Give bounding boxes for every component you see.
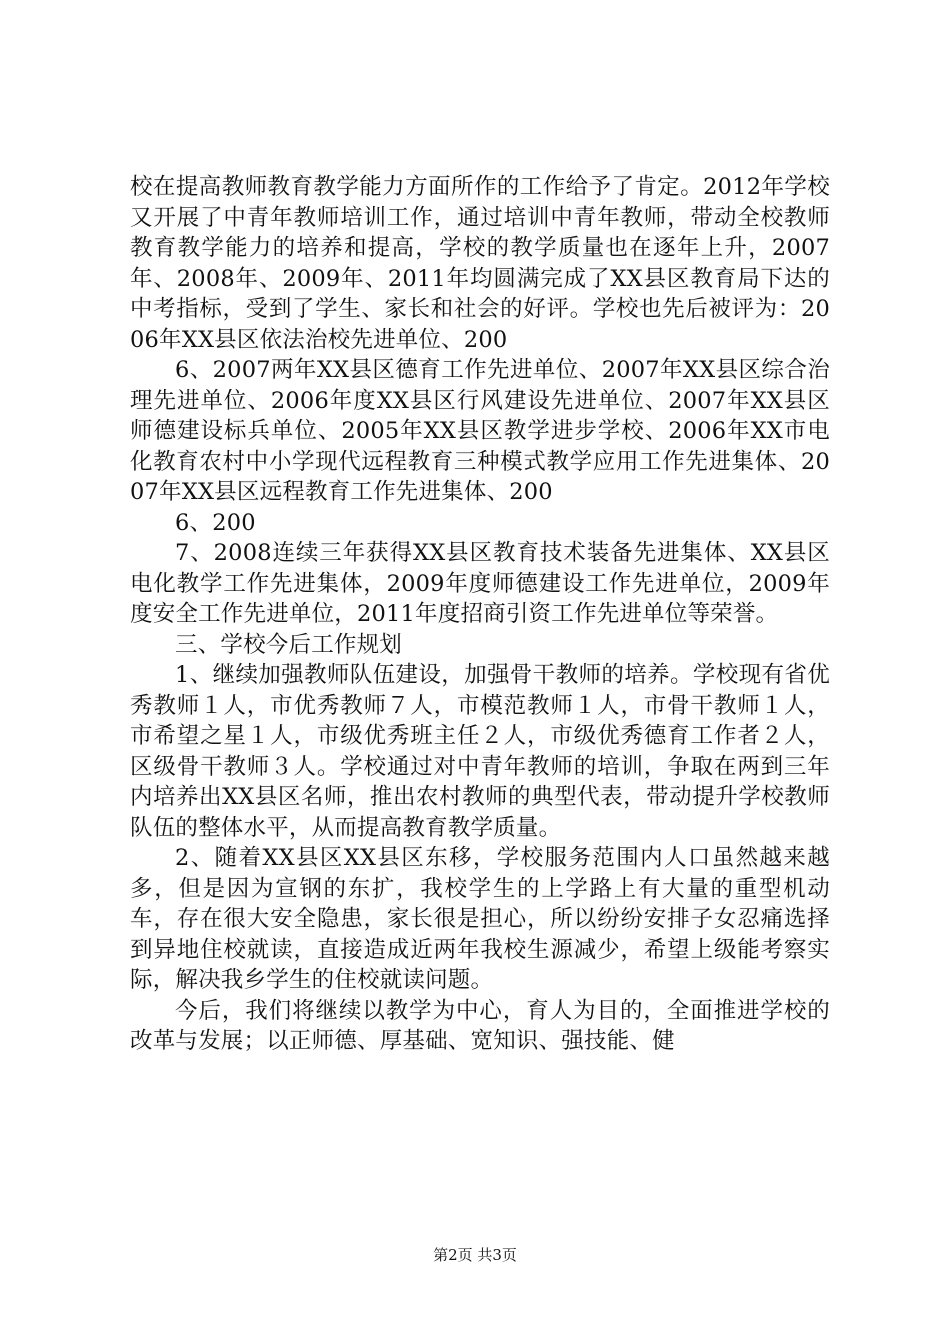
page-number-label: 第2页 共3页 <box>433 1246 517 1264</box>
paragraph-awards-continued: 7、2008连续三年获得XX县区教育技术装备先进集体、XX县区电化教学工作先进集体，2009年度师德建设工作先进单位，2009年度安全工作先进单位，2011年度招商引资工作先进单位等荣誉。 <box>130 540 830 627</box>
paragraph-plan-item-2: 2、随着XX县区XX县区东移，学校服务范围内人口虽然越来越多，但是因为宣钢的东扩，我校学生的上学路上有大量的重型机动车，存在很大安全隐患，家长很是担心，所以纷纷安排子女忍痛选择到异地住校就读，直接造成近两年我校生源减少，希望上级能考察实际，解决我乡学生的住校就读问题。 <box>130 845 830 993</box>
paragraph-conclusion: 今后，我们将继续以教学为中心，育人为目的，全面推进学校的改革与发展；以正师德、厚基础、宽知识、强技能、健 <box>130 997 830 1054</box>
paragraph-awards-fragment: 6、200 <box>175 509 256 536</box>
section-heading-future-plans: 三、学校今后工作规划 <box>175 631 403 658</box>
paragraph-achievements-intro: 校在提高教师教育教学能力方面所作的工作给予了肯定。2012年学校又开展了中青年教师培训工作，通过培训中青年教师，带动全校教师教育教学能力的培养和提高，学校的教学质量也在逐年上升，2007年、2008年、2009年、2011年均圆满完成了XX县区教育局下达的中考指标，受到了学生、家长和社会的好评。学校也先后被评为：2006年XX县区依法治校先进单位、200 <box>130 174 830 353</box>
paragraph-plan-item-1: 1、继续加强教师队伍建设，加强骨干教师的培养。学校现有省优秀教师１人，市优秀教师７人，市模范教师１人，市骨干教师１人，市希望之星１人，市级优秀班主任２人，市级优秀德育工作者２人，区级骨干教师３人。学校通过对中青年教师的培训，争取在两到三年内培养出XX县区名师，推出农村教师的典型代表，带动提升学校教师队伍的整体水平，从而提高教育教学质量。 <box>130 662 830 841</box>
paragraph-awards-list: 6、2007两年XX县区德育工作先进单位、2007年XX县区综合治理先进单位、2006年度XX县区行风建设先进单位、2007年XX县区师德建设标兵单位、2005年XX县区教学进步学校、2006年XX市电化教育农村中小学现代远程教育三种模式教学应用工作先进集体、2007年XX县区远程教育工作先进集体、200 <box>130 357 830 505</box>
document-body <box>130 172 830 1057</box>
page-footer <box>0 1245 950 1265</box>
